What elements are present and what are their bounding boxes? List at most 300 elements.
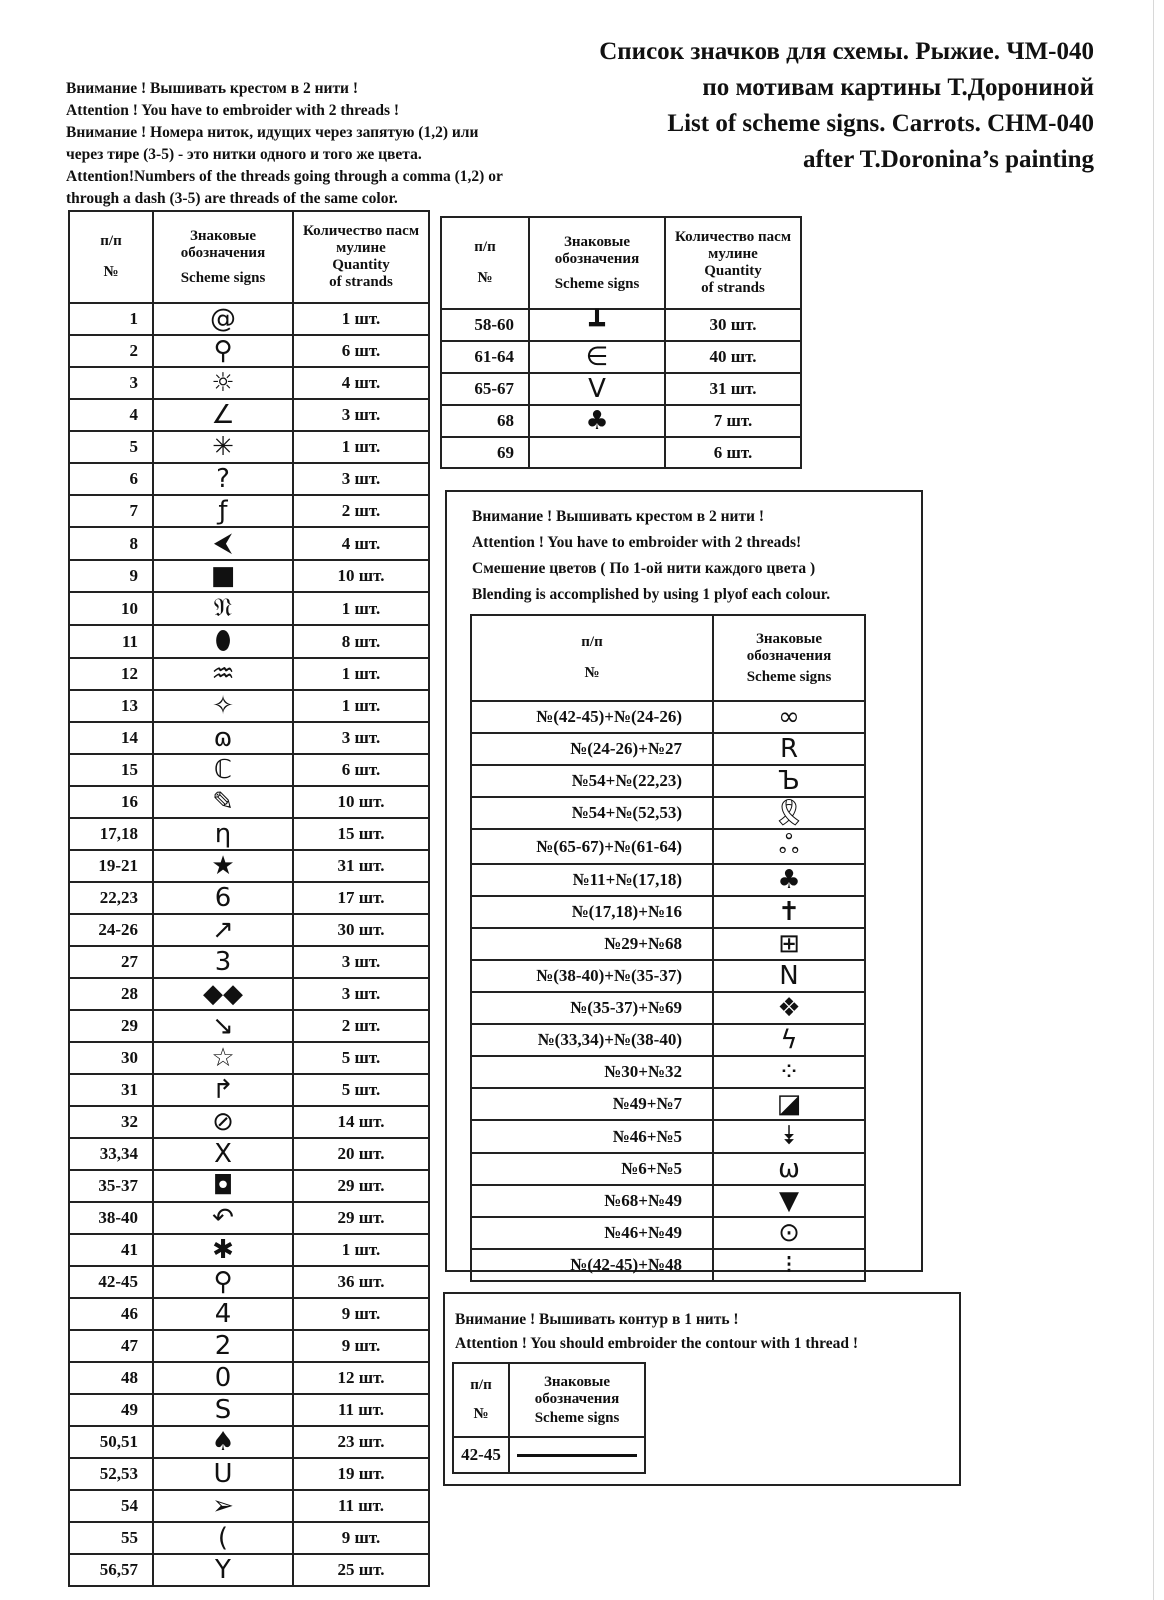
row-quantity: 2 шт. bbox=[293, 1010, 429, 1042]
scheme-sign-icon: ✎ bbox=[153, 786, 293, 818]
row-number: 22,23 bbox=[69, 882, 153, 914]
row-number: 38-40 bbox=[69, 1202, 153, 1234]
table-row bbox=[69, 303, 429, 335]
header-sign-en: Scheme signs bbox=[554, 275, 640, 292]
row-quantity: 31 шт. bbox=[293, 850, 429, 882]
table-row bbox=[69, 786, 429, 818]
header-qty-ru: Количество пасм мулине bbox=[302, 223, 420, 256]
table-row bbox=[69, 1554, 429, 1586]
blend-sign-icon: ❖ bbox=[713, 992, 865, 1024]
table-row bbox=[471, 1088, 865, 1120]
table-row bbox=[69, 495, 429, 527]
main-signs-table bbox=[68, 210, 430, 1587]
row-number: 17,18 bbox=[69, 818, 153, 850]
header-number bbox=[471, 615, 713, 701]
note-line-4: через тире (3-5) - это нитки одного и того же цвета. bbox=[66, 146, 422, 163]
scheme-sign-icon: 𝔑 bbox=[153, 592, 293, 625]
header-qty-ru: Количество пасм мулине bbox=[674, 229, 792, 262]
row-number: 49 bbox=[69, 1394, 153, 1426]
table-row bbox=[69, 978, 429, 1010]
scheme-sign-icon: 3 bbox=[153, 946, 293, 978]
row-quantity: 25 шт. bbox=[293, 1554, 429, 1586]
row-quantity: 15 шт. bbox=[293, 818, 429, 850]
row-number: 19-21 bbox=[69, 850, 153, 882]
row-quantity: 5 шт. bbox=[293, 1042, 429, 1074]
row-number: 69 bbox=[441, 437, 529, 468]
blend-note-4: Blending is accomplished by using 1 plyof each colour. bbox=[472, 586, 831, 603]
row-quantity: 40 шт. bbox=[665, 341, 801, 373]
row-number: 33,34 bbox=[69, 1138, 153, 1170]
row-quantity: 3 шт. bbox=[293, 946, 429, 978]
row-number: 5 bbox=[69, 431, 153, 463]
note-line-2: Attention ! You have to embroider with 2 threads ! bbox=[66, 102, 400, 119]
table-row bbox=[69, 367, 429, 399]
scheme-sign-icon: ✧ bbox=[153, 690, 293, 722]
line-icon bbox=[517, 1454, 637, 1457]
scheme-sign-icon: ┻ bbox=[529, 309, 665, 341]
table-row bbox=[471, 1056, 865, 1088]
table-row bbox=[441, 405, 801, 437]
contour-notes bbox=[455, 1308, 858, 1356]
note-line-6: through a dash (3-5) are threads of the same color. bbox=[66, 190, 398, 207]
table-row bbox=[471, 1217, 865, 1249]
table-row bbox=[69, 754, 429, 786]
table-row bbox=[69, 722, 429, 754]
scheme-sign-icon: ☼ bbox=[153, 367, 293, 399]
scheme-sign-icon: U bbox=[153, 1458, 293, 1490]
scheme-sign-icon: ɷ bbox=[153, 722, 293, 754]
row-number: 2 bbox=[69, 335, 153, 367]
contour-number: 42-45 bbox=[453, 1437, 509, 1473]
row-quantity: 6 шт. bbox=[293, 335, 429, 367]
table-row bbox=[69, 1330, 429, 1362]
header-num-ru: п/п bbox=[470, 1377, 492, 1393]
contour-note-1: Внимание ! Вышивать контур в 1 нить ! bbox=[455, 1311, 739, 1328]
table-row bbox=[69, 946, 429, 978]
row-quantity: 5 шт. bbox=[293, 1074, 429, 1106]
scheme-sign-icon: ■ bbox=[153, 560, 293, 592]
table-row bbox=[69, 1362, 429, 1394]
row-quantity: 9 шт. bbox=[293, 1298, 429, 1330]
header-qty-en2: of strands bbox=[329, 274, 393, 290]
header-sign-en: Scheme signs bbox=[180, 269, 266, 286]
row-quantity: 1 шт. bbox=[293, 303, 429, 335]
table-row bbox=[471, 960, 865, 992]
table-row bbox=[471, 701, 865, 733]
extra-signs-table bbox=[440, 216, 802, 469]
blend-combination: №46+№5 bbox=[471, 1120, 713, 1153]
row-quantity: 29 шт. bbox=[293, 1170, 429, 1202]
header-sign-ru: Знаковые обозначения bbox=[180, 227, 266, 261]
row-quantity: 31 шт. bbox=[665, 373, 801, 405]
row-number: 16 bbox=[69, 786, 153, 818]
table-row bbox=[69, 850, 429, 882]
row-number: 9 bbox=[69, 560, 153, 592]
header-num-sym: № bbox=[473, 1406, 489, 1422]
header-sign-ru: Знаковые обозначения bbox=[534, 1373, 620, 1407]
scheme-sign-icon: ⮜ bbox=[153, 527, 293, 560]
row-quantity: 1 шт. bbox=[293, 658, 429, 690]
blend-combination: №(33,34)+№(38-40) bbox=[471, 1024, 713, 1056]
blend-sign-icon: ◪ bbox=[713, 1088, 865, 1120]
table-row bbox=[69, 463, 429, 495]
blend-sign-icon: ϟ bbox=[713, 1024, 865, 1056]
header-sign bbox=[529, 217, 665, 309]
row-number: 31 bbox=[69, 1074, 153, 1106]
table-row bbox=[471, 1024, 865, 1056]
header-num-ru: п/п bbox=[100, 233, 122, 249]
blend-combination: №46+№49 bbox=[471, 1217, 713, 1249]
title-line-3: List of scheme signs. Carrots. CHM-040 bbox=[667, 110, 1094, 137]
blend-sign-icon: ∞ bbox=[713, 701, 865, 733]
scheme-sign-icon: 4 bbox=[153, 1298, 293, 1330]
scheme-sign-icon: ↱ bbox=[153, 1074, 293, 1106]
row-number: 6 bbox=[69, 463, 153, 495]
table-row bbox=[69, 1074, 429, 1106]
table-row bbox=[441, 373, 801, 405]
blend-sign-icon: ♣ bbox=[713, 864, 865, 896]
blend-combination: №6+№5 bbox=[471, 1153, 713, 1185]
blend-combination: №(42-45)+№48 bbox=[471, 1249, 713, 1281]
scheme-sign-icon: X bbox=[153, 1138, 293, 1170]
row-quantity: 3 шт. bbox=[293, 722, 429, 754]
table-row bbox=[69, 1042, 429, 1074]
row-quantity: 23 шт. bbox=[293, 1426, 429, 1458]
scheme-sign-icon: Y bbox=[153, 1554, 293, 1586]
row-number: 30 bbox=[69, 1042, 153, 1074]
blend-sign-icon: Ъ bbox=[713, 765, 865, 797]
header-num-ru: п/п bbox=[474, 239, 496, 255]
row-quantity: 9 шт. bbox=[293, 1330, 429, 1362]
blend-sign-icon: ⊙ bbox=[713, 1217, 865, 1249]
header-sign bbox=[509, 1363, 645, 1437]
header-number bbox=[441, 217, 529, 309]
row-number: 32 bbox=[69, 1106, 153, 1138]
scheme-sign-icon: S bbox=[153, 1394, 293, 1426]
table-row bbox=[471, 896, 865, 928]
blend-combination: №(24-26)+№27 bbox=[471, 733, 713, 765]
scheme-sign-icon: η bbox=[153, 818, 293, 850]
header-qty-en1: Quantity bbox=[704, 263, 762, 279]
scheme-sign-icon: V bbox=[529, 373, 665, 405]
table-row bbox=[69, 1170, 429, 1202]
table-row bbox=[69, 818, 429, 850]
table-row bbox=[69, 399, 429, 431]
table-row bbox=[441, 341, 801, 373]
header-sign bbox=[153, 211, 293, 303]
table-row bbox=[471, 1153, 865, 1185]
scheme-sign-icon: ⚲ bbox=[153, 1266, 293, 1298]
row-number: 35-37 bbox=[69, 1170, 153, 1202]
header-sign-ru: Знаковые обозначения bbox=[746, 630, 832, 664]
row-quantity: 7 шт. bbox=[665, 405, 801, 437]
scheme-sign-icon: ✱ bbox=[153, 1234, 293, 1266]
table-row bbox=[471, 797, 865, 829]
row-quantity: 30 шт. bbox=[293, 914, 429, 946]
row-number: 15 bbox=[69, 754, 153, 786]
table-row bbox=[69, 1234, 429, 1266]
row-number: 4 bbox=[69, 399, 153, 431]
page-title bbox=[599, 34, 1094, 178]
header-sign-ru: Знаковые обозначения bbox=[554, 233, 640, 267]
row-quantity: 11 шт. bbox=[293, 1490, 429, 1522]
header-number bbox=[453, 1363, 509, 1437]
table-row bbox=[69, 1106, 429, 1138]
row-quantity: 20 шт. bbox=[293, 1138, 429, 1170]
scheme-sign-icon: ℂ bbox=[153, 754, 293, 786]
row-quantity: 1 шт. bbox=[293, 1234, 429, 1266]
header-num-ru: п/п bbox=[581, 634, 603, 650]
scheme-sign-icon: ➢ bbox=[153, 1490, 293, 1522]
row-quantity: 3 шт. bbox=[293, 978, 429, 1010]
scheme-sign-icon: ✳ bbox=[153, 431, 293, 463]
blend-note-2: Attention ! You have to embroider with 2 threads! bbox=[472, 534, 802, 551]
header-quantity bbox=[665, 217, 801, 309]
table-header-row bbox=[69, 211, 429, 303]
table-header-row bbox=[453, 1363, 645, 1437]
blend-combination: №11+№(17,18) bbox=[471, 864, 713, 896]
row-quantity: 3 шт. bbox=[293, 399, 429, 431]
scheme-sign-icon: ↘ bbox=[153, 1010, 293, 1042]
row-quantity: 6 шт. bbox=[293, 754, 429, 786]
header-qty-en1: Quantity bbox=[332, 257, 390, 273]
table-row bbox=[69, 1266, 429, 1298]
table-row bbox=[69, 914, 429, 946]
scheme-sign-icon bbox=[529, 437, 665, 468]
row-number: 47 bbox=[69, 1330, 153, 1362]
row-number: 24-26 bbox=[69, 914, 153, 946]
blend-sign-icon: ⊞ bbox=[713, 928, 865, 960]
table-row bbox=[69, 1138, 429, 1170]
scheme-sign-icon: ♣ bbox=[529, 405, 665, 437]
row-quantity: 11 шт. bbox=[293, 1394, 429, 1426]
header-sign-en: Scheme signs bbox=[534, 1409, 620, 1426]
blend-sign-icon: ▼ bbox=[713, 1185, 865, 1217]
scheme-sign-icon: ⊘ bbox=[153, 1106, 293, 1138]
header-num-sym: № bbox=[584, 665, 600, 681]
scheme-sign-icon: ∈ bbox=[529, 341, 665, 373]
table-row bbox=[69, 1394, 429, 1426]
scheme-sign-icon: ƒ bbox=[153, 495, 293, 527]
row-number: 10 bbox=[69, 592, 153, 625]
row-number: 54 bbox=[69, 1490, 153, 1522]
scheme-sign-icon: ♠ bbox=[153, 1426, 293, 1458]
table-header-row bbox=[471, 615, 865, 701]
row-quantity: 36 шт. bbox=[293, 1266, 429, 1298]
blend-note-3: Смешение цветов ( По 1-ой нити каждого цвета ) bbox=[472, 560, 816, 577]
table-row bbox=[69, 560, 429, 592]
row-quantity: 29 шт. bbox=[293, 1202, 429, 1234]
row-number: 8 bbox=[69, 527, 153, 560]
blend-sign-icon: ⁝ bbox=[713, 1249, 865, 1281]
blend-sign-icon: N bbox=[713, 960, 865, 992]
table-row bbox=[471, 829, 865, 864]
scheme-sign-icon: 0 bbox=[153, 1362, 293, 1394]
table-row bbox=[69, 1490, 429, 1522]
table-row bbox=[69, 1522, 429, 1554]
contour-note-2: Attention ! You should embroider the contour with 1 thread ! bbox=[455, 1335, 859, 1352]
scheme-sign-icon: ◆◆ bbox=[153, 978, 293, 1010]
scheme-sign-icon: ↗ bbox=[153, 914, 293, 946]
blend-combination: №30+№32 bbox=[471, 1056, 713, 1088]
row-number: 14 bbox=[69, 722, 153, 754]
row-quantity: 8 шт. bbox=[293, 625, 429, 658]
table-row bbox=[69, 882, 429, 914]
blending-table-body bbox=[471, 701, 865, 1281]
row-quantity: 9 шт. bbox=[293, 1522, 429, 1554]
header-sign bbox=[713, 615, 865, 701]
table-row bbox=[69, 1202, 429, 1234]
blending-table bbox=[470, 614, 866, 1282]
row-number: 42-45 bbox=[69, 1266, 153, 1298]
blend-note-1: Внимание ! Вышивать крестом в 2 нити ! bbox=[472, 508, 765, 525]
row-quantity: 6 шт. bbox=[665, 437, 801, 468]
table-row bbox=[471, 765, 865, 797]
table-row bbox=[69, 592, 429, 625]
table-row bbox=[69, 625, 429, 658]
row-number: 50,51 bbox=[69, 1426, 153, 1458]
scheme-sign-icon: 6 bbox=[153, 882, 293, 914]
row-number: 11 bbox=[69, 625, 153, 658]
row-quantity: 3 шт. bbox=[293, 463, 429, 495]
scheme-sign-icon: ◘ bbox=[153, 1170, 293, 1202]
blend-sign-icon: ஃ bbox=[713, 829, 865, 864]
blend-sign-icon: ω bbox=[713, 1153, 865, 1185]
scheme-sign-icon: ♒ bbox=[153, 658, 293, 690]
header-sign-en: Scheme signs bbox=[746, 668, 832, 685]
table-row bbox=[69, 335, 429, 367]
blend-combination: №68+№49 bbox=[471, 1185, 713, 1217]
blend-combination: №(35-37)+№69 bbox=[471, 992, 713, 1024]
header-num-sym: № bbox=[103, 264, 119, 280]
row-number: 65-67 bbox=[441, 373, 529, 405]
row-quantity: 10 шт. bbox=[293, 786, 429, 818]
header-qty-en2: of strands bbox=[701, 280, 765, 296]
row-number: 29 bbox=[69, 1010, 153, 1042]
instructions-notes bbox=[66, 78, 626, 210]
blend-combination: №49+№7 bbox=[471, 1088, 713, 1120]
note-line-3: Внимание ! Номера ниток, идущих через запятую (1,2) или bbox=[66, 124, 479, 141]
table-row bbox=[441, 437, 801, 468]
blend-sign-icon: 🎗 bbox=[713, 797, 865, 829]
blend-sign-icon: R bbox=[713, 733, 865, 765]
scheme-sign-icon: ⬮ bbox=[153, 625, 293, 658]
row-quantity: 4 шт. bbox=[293, 527, 429, 560]
table-row bbox=[69, 1458, 429, 1490]
row-number: 27 bbox=[69, 946, 153, 978]
row-quantity: 14 шт. bbox=[293, 1106, 429, 1138]
table-row bbox=[471, 992, 865, 1024]
main-table-body bbox=[69, 303, 429, 1586]
row-quantity: 4 шт. bbox=[293, 367, 429, 399]
scheme-sign-icon: ☆ bbox=[153, 1042, 293, 1074]
row-number: 41 bbox=[69, 1234, 153, 1266]
table-row bbox=[69, 431, 429, 463]
row-number: 46 bbox=[69, 1298, 153, 1330]
note-line-5: Attention!Numbers of the threads going through a comma (1,2) or bbox=[66, 168, 503, 185]
extra-table-body bbox=[441, 309, 801, 468]
title-line-4: after T.Doronina’s painting bbox=[802, 146, 1094, 173]
row-number: 13 bbox=[69, 690, 153, 722]
row-number: 68 bbox=[441, 405, 529, 437]
row-quantity: 1 шт. bbox=[293, 592, 429, 625]
row-quantity: 30 шт. bbox=[665, 309, 801, 341]
scheme-sign-icon: ★ bbox=[153, 850, 293, 882]
note-line-1: Внимание ! Вышивать крестом в 2 нити ! bbox=[66, 80, 359, 97]
table-row bbox=[69, 690, 429, 722]
blending-notes bbox=[472, 504, 830, 608]
scheme-sign-icon: 2 bbox=[153, 1330, 293, 1362]
table-row bbox=[69, 658, 429, 690]
title-line-2: по мотивам картины Т.Дорониной bbox=[702, 74, 1094, 101]
blend-combination: №54+№(52,53) bbox=[471, 797, 713, 829]
row-quantity: 10 шт. bbox=[293, 560, 429, 592]
blend-sign-icon: ⁘ bbox=[713, 1056, 865, 1088]
row-number: 1 bbox=[69, 303, 153, 335]
blend-combination: №54+№(22,23) bbox=[471, 765, 713, 797]
blend-combination: №(17,18)+№16 bbox=[471, 896, 713, 928]
blend-combination: №(38-40)+№(35-37) bbox=[471, 960, 713, 992]
scheme-sign-icon: ⚲ bbox=[153, 335, 293, 367]
header-number bbox=[69, 211, 153, 303]
header-num-sym: № bbox=[477, 270, 493, 286]
row-number: 28 bbox=[69, 978, 153, 1010]
table-row bbox=[69, 527, 429, 560]
scheme-sign-icon: @ bbox=[153, 303, 293, 335]
row-number: 55 bbox=[69, 1522, 153, 1554]
row-quantity: 12 шт. bbox=[293, 1362, 429, 1394]
scheme-sign-icon: ? bbox=[153, 463, 293, 495]
table-row bbox=[453, 1437, 645, 1473]
row-number: 52,53 bbox=[69, 1458, 153, 1490]
blend-sign-icon: ✝ bbox=[713, 896, 865, 928]
row-quantity: 1 шт. bbox=[293, 431, 429, 463]
table-row bbox=[471, 1249, 865, 1281]
row-number: 56,57 bbox=[69, 1554, 153, 1586]
scheme-sign-icon: ↶ bbox=[153, 1202, 293, 1234]
table-row bbox=[69, 1426, 429, 1458]
row-quantity: 1 шт. bbox=[293, 690, 429, 722]
scheme-sign-icon: ∠ bbox=[153, 399, 293, 431]
blend-combination: №(65-67)+№(61-64) bbox=[471, 829, 713, 864]
scheme-sign-icon: ( bbox=[153, 1522, 293, 1554]
row-number: 58-60 bbox=[441, 309, 529, 341]
row-number: 48 bbox=[69, 1362, 153, 1394]
row-number: 7 bbox=[69, 495, 153, 527]
table-row bbox=[471, 733, 865, 765]
table-row bbox=[471, 864, 865, 896]
contour-table bbox=[452, 1362, 646, 1474]
blend-combination: №(42-45)+№(24-26) bbox=[471, 701, 713, 733]
table-header-row bbox=[441, 217, 801, 309]
table-row bbox=[471, 1120, 865, 1153]
table-row bbox=[441, 309, 801, 341]
table-row bbox=[69, 1298, 429, 1330]
header-quantity bbox=[293, 211, 429, 303]
table-row bbox=[69, 1010, 429, 1042]
row-number: 3 bbox=[69, 367, 153, 399]
row-quantity: 2 шт. bbox=[293, 495, 429, 527]
title-line-1: Список значков для схемы. Рыжие. ЧМ-040 bbox=[599, 38, 1094, 65]
row-quantity: 17 шт. bbox=[293, 882, 429, 914]
blend-sign-icon: ⯯ bbox=[713, 1120, 865, 1153]
blend-combination: №29+№68 bbox=[471, 928, 713, 960]
table-row bbox=[471, 928, 865, 960]
table-row bbox=[471, 1185, 865, 1217]
row-number: 12 bbox=[69, 658, 153, 690]
contour-sign bbox=[509, 1437, 645, 1473]
row-number: 61-64 bbox=[441, 341, 529, 373]
